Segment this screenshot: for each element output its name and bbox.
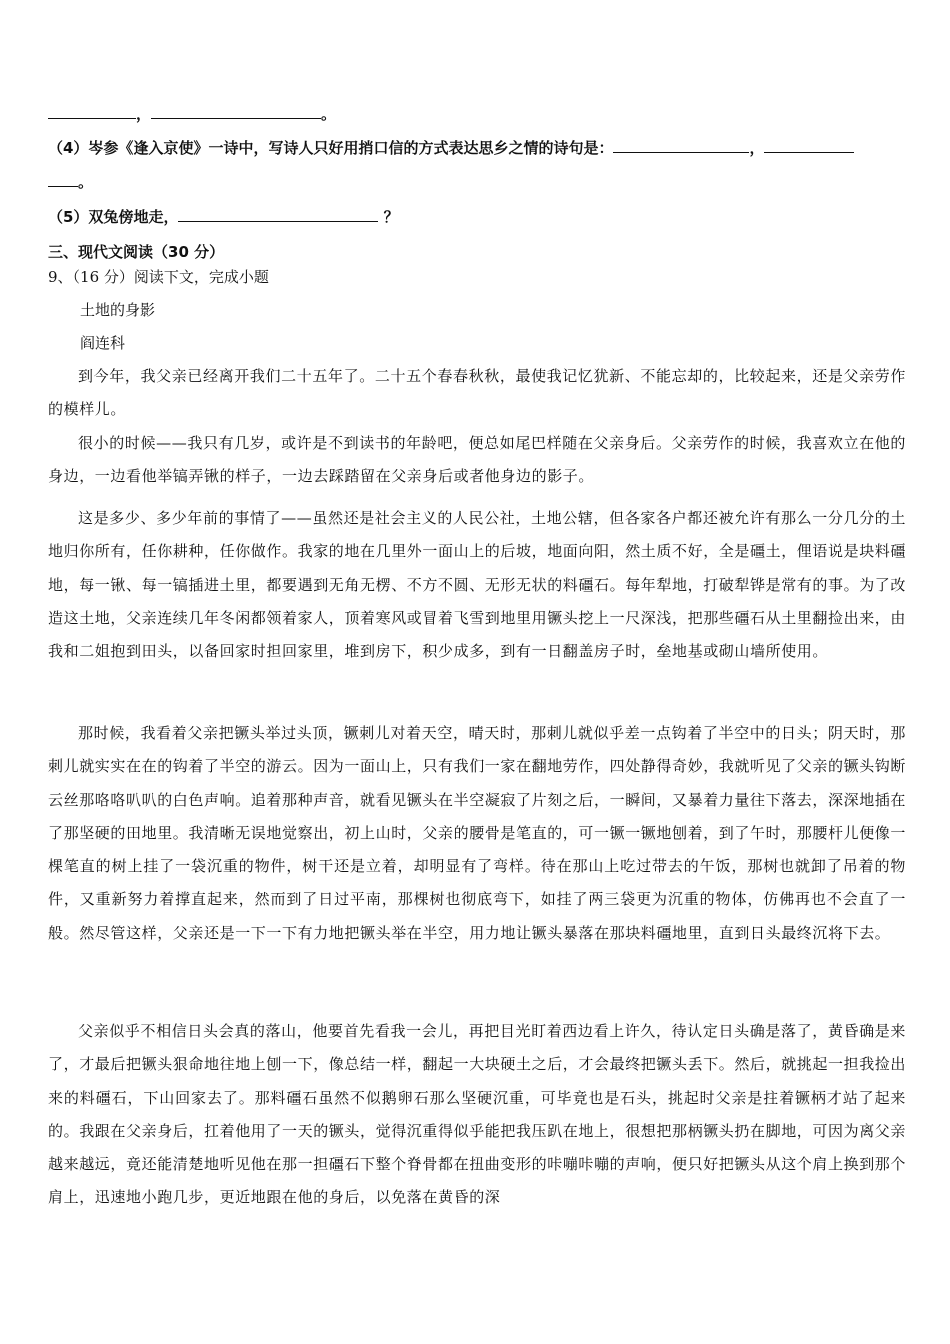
paragraph-3: 这是多少、多少年前的事情了——虽然还是社会主义的人民公社，土地公辖，但各家各户都还被允许有那么一分几分的土地归你所有，任你耕种，任你做作。我家的地在几里外一面山上的后坡，地面向阳，然土质不好，全是礓土，俚语说是块料礓地，每一锹、每一镐插进土里，都要遇到无角无楞、不方不圆、无形无状的料礓石。每年犁地，打破犁铧是常有的事。为了改造这土地，父亲连续几年冬闲都领着家人，顶着寒风或冒着飞雪到地里用镢头挖上一尺深浅，把那些礓石从土里翻捡出来，由我和二姐抱到田头，以备回家时担回家里，堆到房下，积少成多，到有一日翻盖房子时，垒地基或砌山墙所使用。 [48, 509, 907, 661]
section-heading: 三、现代文阅读（30 分） [48, 243, 225, 261]
answer-blank[interactable] [48, 172, 78, 187]
fill-line-1: ， 。 [48, 104, 336, 124]
question-4: （4）岑参《逢入京使》一诗中，写诗人只好用捎口信的方式表达思乡之情的诗句是： ， [48, 138, 854, 158]
answer-blank[interactable] [48, 104, 136, 119]
article-author: 阎连科 [80, 334, 126, 352]
answer-blank[interactable] [613, 138, 749, 153]
article-title: 土地的身影 [80, 301, 156, 319]
question-9-prompt: 9、（16 分）阅读下文，完成小题 [48, 268, 269, 286]
paragraph-2: 很小的时候——我只有几岁，或许是不到读书的年龄吧，便总如尾巴样随在父亲身后。父亲劳作的时候，我喜欢立在他的身边，一边看他举镐弄锹的样子，一边去踩踏留在父亲身后或者他身边的影子。 [48, 434, 906, 486]
question-4-cont: 。 [48, 172, 93, 192]
paragraph-1: 到今年，我父亲已经离开我们二十五年了。二十五个春春秋秋，最使我记忆犹新、不能忘却的，比较起来，还是父亲劳作的模样儿。 [48, 367, 906, 419]
paragraph-4: 那时候，我看着父亲把镢头举过头顶，镢刺儿对着天空，晴天时，那刺儿就似乎差一点钩着了半空中的日头；阴天时，那刺儿就实实在在的钩着了半空的游云。因为一面山上，只有我们一家在翻地劳作，四处静得奇妙，我就听见了父亲的镢头钩断云丝那咯咯叭叭的白色声响。追着那种声音，就看见镢头在半空凝寂了片刻之后，一瞬间，又暴着力量往下落去，深深地插在了那坚硬的田地里。我清晰无误地觉察出，初上山时，父亲的腰骨是笔直的，可一镢一镢地刨着，到了午时，那腰杆儿便像一棵笔直的树上挂了一袋沉重的物件，树干还是立着，却明显有了弯样。待在那山上吃过带去的午饭，那树也就卸了吊着的物件，又重新努力着撑直起来，然而到了日过平南，那棵树也彻底弯下，如挂了两三袋更为沉重的物体，仿佛再也不会直了一般。然尽管这样，父亲还是一下一下有力地把镢头举在半空，用力地让镢头暴落在那块料礓地里，直到日头最终沉将下去。 [48, 724, 907, 942]
question-5: （5）双兔傍地走， ？ [48, 208, 399, 226]
answer-blank[interactable] [151, 104, 321, 119]
answer-blank[interactable] [764, 138, 854, 153]
answer-blank[interactable] [178, 207, 378, 222]
paragraph-5: 父亲似乎不相信日头会真的落山，他要首先看我一会儿，再把目光盯着西边看上许久，待认定日头确是落了，黄昏确是来了，才最后把镢头狠命地往地上刨一下，像总结一样，翻起一大块硬土之后，才会最终把镢头丢下。然后，就挑起一担我捡出来的料礓石，下山回家去了。那料礓石虽然不似鹅卵石那么坚硬沉重，可毕竟也是石头，挑起时父亲是拄着镢柄才站了起来的。我跟在父亲身后，扛着他用了一天的镢头，觉得沉重得似乎能把我压趴在地上，很想把那柄镢头扔在脚地，可因为离父亲越来越远，竟还能清楚地听见他在那一担礓石下整个脊骨都在扭曲变形的咔嘣咔嘣的声响，便只好把镢头从这个肩上换到那个肩上，迅速地小跑几步，更近地跟在他的身后，以免落在黄昏的深 [48, 1022, 907, 1207]
